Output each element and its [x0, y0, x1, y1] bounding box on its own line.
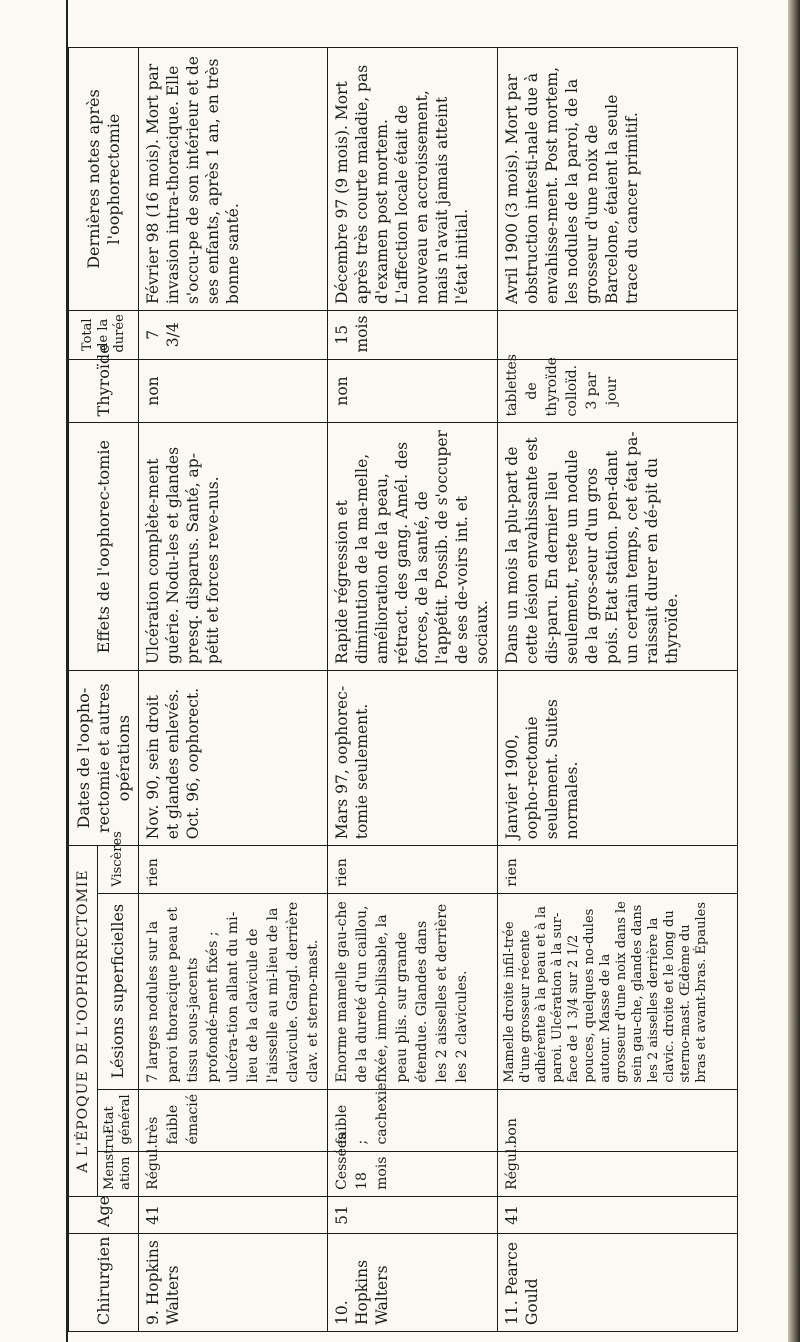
cell-total: 15 mois: [328, 311, 498, 359]
cell-total: [498, 311, 738, 359]
header-last-notes: Dernières notes après l'oophorectomie: [69, 48, 139, 311]
header-thyroid: Thyroïde: [69, 359, 139, 423]
cell-effects: Rapide régression et diminution de la ma-melle, amélioration de la peau, rétract. des gang. Amél. des forces, de la santé, de l'appétit. Possib. de s'occuper de ses de-voirs int. et sociaux.: [328, 423, 498, 671]
header-age: Age: [69, 1196, 139, 1233]
header-surgeon: Chirurgien: [69, 1234, 139, 1332]
cell-dates: Nov. 90, sein droit et glandes enlevés. Oct. 96, oophorect.: [139, 670, 328, 845]
cell-total: 7 3/4: [139, 311, 328, 359]
header-viscera: Viscères: [98, 846, 139, 893]
header-total-duration: Total de la durée: [69, 311, 139, 359]
cell-effects: Dans un mois la plu-part de cette lésion envahissante est dis-paru. En dernier lieu seulement, reste un nodule de la gros-seur d'un gros pois. Etat station. pen-dant un certain temps, cet état pa-raissait durer en dé-pit du thyroïde.: [498, 423, 738, 671]
header-lesions: Lésions superficielles: [98, 893, 139, 1089]
cell-thyroid: non: [139, 359, 328, 423]
table-row: [139, 48, 328, 1332]
cell-lesions: Enorme mamelle gau-che de la dureté d'un caillou, fixée, immo-bilisable, la peau plis. sur grande étendue. Glandes dans les 2 aisselles et derrière les 2 clavicules.: [328, 893, 498, 1089]
cell-last-notes: Décembre 97 (9 mois). Mort après très courte maladie, pas d'examen post mortem. L'affection locale était de nouveau en accroissement, mais n'avait jamais atteint l'état initial.: [328, 48, 498, 311]
table-row: [498, 48, 738, 1332]
cell-menstruation: Régul.: [498, 1151, 738, 1196]
cell-lesions: 7 larges nodules sur la paroi thoracique peau et tissu sous-jacents profondé-ment fixés ; ulcéra-tion allant du mi-lieu de la clavicule de l'aisselle au mi-lieu de la clavicule. Gangl. derrière clav. et sterno-mast.: [139, 893, 328, 1089]
cell-last-notes: Février 98 (16 mois). Mort par invasion intra-thoracique. Elle s'occu-pe de son intérieur et de ses enfants, après 1 an, en très bonne santé.: [139, 48, 328, 311]
cell-surgeon: 11. Pearce Gould: [498, 1234, 738, 1332]
cell-menstruation: Cessées 18 mois: [328, 1151, 498, 1196]
header-dates: Dates de l'oopho-rectomie et autres opérations: [69, 670, 139, 845]
cell-general-state: faible ; cachexie: [328, 1089, 498, 1151]
header-general-state: Etat général: [98, 1089, 139, 1151]
page-edge-shadow: [788, 0, 800, 1342]
oophorectomy-table: [68, 47, 738, 1332]
cell-age: 41: [139, 1196, 328, 1233]
cell-general-state: bon: [498, 1089, 738, 1151]
cell-dates: Janvier 1900, oopho-rectomie seulement. Suites normales.: [498, 670, 738, 845]
cell-lesions: Mamelle droite infil-trée d'une grosseur récente adhérente à la peau et à la paroi. Ulcération à la sur-face de 1 3/4 sur 2 1/2 pouces, quelques no-dules autour. Masse de la grosseur d'une noix dans le sein gau-che, glandes dans les 2 aisselles derrière la clavic. droite et le long du sterno-mast. Œdème du bras et avant-bras. Épaules: [498, 893, 738, 1089]
cell-viscera: rien: [328, 846, 498, 893]
header-group-row: [69, 48, 98, 1332]
cell-last-notes: Avril 1900 (3 mois). Mort par obstruction intesti-nale due à envahisse-ment. Post mortem, les nodules de la paroi, de la grosseur d'une noix de Barcelone, étaient la seule trace du cancer primitif.: [498, 48, 738, 311]
cell-surgeon: 10. Hopkins Walters: [328, 1234, 498, 1332]
cell-viscera: rien: [498, 846, 738, 893]
cell-dates: Mars 97, oophorec-tomie seulement.: [328, 670, 498, 845]
cell-effects: Ulcération complète-ment guérie. Nodu-les et glandes presq. disparus. Santé, ap-pétit et forces reve-nus.: [139, 423, 328, 671]
cell-viscera: rien: [139, 846, 328, 893]
cell-thyroid: non: [328, 359, 498, 423]
header-menstruation: Menstru-ation: [98, 1151, 139, 1196]
table-row: [328, 48, 498, 1332]
cell-surgeon: 9. Hopkins Walters: [139, 1234, 328, 1332]
header-effects: Effets de l'oophorec-tomie: [69, 423, 139, 671]
cell-age: 41: [498, 1196, 738, 1233]
cell-general-state: très faible émacié: [139, 1089, 328, 1151]
cell-age: 51: [328, 1196, 498, 1233]
cell-thyroid: tablettes de thyroïde colloïd. 3 par jour: [498, 359, 738, 423]
header-group-title: A L'ÉPOQUE DE L'OOPHORECTOMIE: [69, 846, 98, 1197]
cell-menstruation: Régul.: [139, 1151, 328, 1196]
